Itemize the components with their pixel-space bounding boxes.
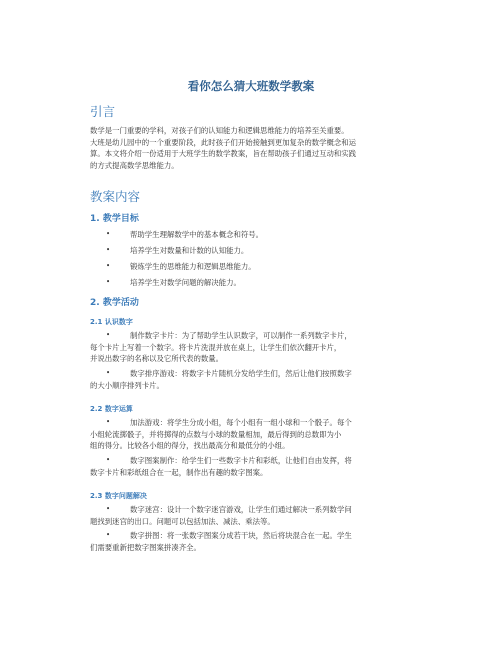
activity-line: 组的得分。比较各小组的得分，找出最高分和最低分的小组。 xyxy=(90,441,290,451)
activity-line: 小组轮流掷骰子，并将掷得的点数与小球的数量相加，最后得到的总数即为小 xyxy=(90,429,342,439)
activity-item xyxy=(90,368,422,391)
activity-item xyxy=(90,330,422,365)
activity-line: 们需要重新把数字图案拼凑齐全。 xyxy=(90,542,201,552)
activity-line: 每个卡片上写着一个数字。将卡片洗混并放在桌上，让学生们依次翻开卡片， xyxy=(90,342,342,352)
section-heading: 2.1 认识数字 xyxy=(90,318,133,326)
activity-item xyxy=(90,417,422,452)
bullet-icon: • xyxy=(106,505,111,513)
activity-line: 的大小顺序排列卡片。 xyxy=(90,380,164,390)
activity-line: 并说出数字的名称以及它所代表的数量。 xyxy=(90,354,224,364)
goal-item: 锻炼学生的思维能力和逻辑思维能力。 xyxy=(130,262,256,271)
intro-heading: 引言 xyxy=(90,104,116,119)
activity-line: 数字拼图：将一张数字图案分成若干块，然后将块混合在一起。学生 xyxy=(130,531,352,540)
goal-item: 培养学生对数学问题的解决能力。 xyxy=(130,278,241,287)
section-heading: 2.3 数字问题解决 xyxy=(90,492,147,500)
bullet-icon: • xyxy=(106,246,111,254)
bullet-icon: • xyxy=(106,262,111,270)
bullet-icon: • xyxy=(106,531,111,539)
activity-line: 题找到迷宫的出口。问题可以包括加法、减法、乘法等。 xyxy=(90,516,275,526)
bullet-icon: • xyxy=(106,278,111,286)
intro-line: 数学是一门重要的学科，对孩子们的认知能力和逻辑思维能力的培养至关重要。 xyxy=(90,126,349,135)
activity-item xyxy=(90,504,422,527)
content-heading: 教案内容 xyxy=(90,189,141,204)
activity-line: 数字排序游戏：将数字卡片随机分发给学生们，然后让他们按照数字 xyxy=(130,369,352,378)
intro-line: 的方式提高数学思维能力。 xyxy=(90,161,179,171)
goal-item: 培养学生对数量和计数的认知能力。 xyxy=(130,246,249,255)
bullet-icon: • xyxy=(106,331,111,339)
bullet-icon: • xyxy=(106,369,111,377)
intro-line: 算。本文将介绍一份适用于大班学生的数学教案，旨在帮助孩子们通过互动和实践 xyxy=(90,149,357,159)
intro-line: 大班是幼儿园中的一个重要阶段，此时孩子们开始接触到更加复杂的数学概念和运 xyxy=(90,137,357,147)
document-title: 看你怎么猜大班数学教案 xyxy=(187,79,315,93)
activity-line: 数字迷宫：设计一个数字迷宫游戏，让学生们通过解决一系列数学问 xyxy=(130,505,352,514)
activities-heading: 2. 教学活动 xyxy=(90,298,139,308)
activity-line: 数字卡片和彩纸组合在一起，制作出有趣的数字图案。 xyxy=(90,467,268,477)
bullet-icon: • xyxy=(106,418,111,426)
section-heading: 2.2 数字运算 xyxy=(90,405,133,413)
activity-item xyxy=(90,455,422,478)
goals-heading: 1. 教学目标 xyxy=(90,214,139,224)
activity-line: 制作数字卡片：为了帮助学生认识数字，可以制作一系列数字卡片， xyxy=(130,331,352,340)
goal-item: 帮助学生理解数学中的基本概念和符号。 xyxy=(130,230,264,239)
activity-line: 数字图案制作：给学生们一些数字卡片和彩纸，让他们自由发挥，将 xyxy=(130,456,352,465)
bullet-icon: • xyxy=(106,230,111,238)
intro-paragraph xyxy=(90,125,420,172)
bullet-icon: • xyxy=(106,456,111,464)
activity-line: 加法游戏：将学生分成小组，每个小组有一组小球和一个骰子。每个 xyxy=(130,418,352,427)
activity-item xyxy=(90,530,422,553)
